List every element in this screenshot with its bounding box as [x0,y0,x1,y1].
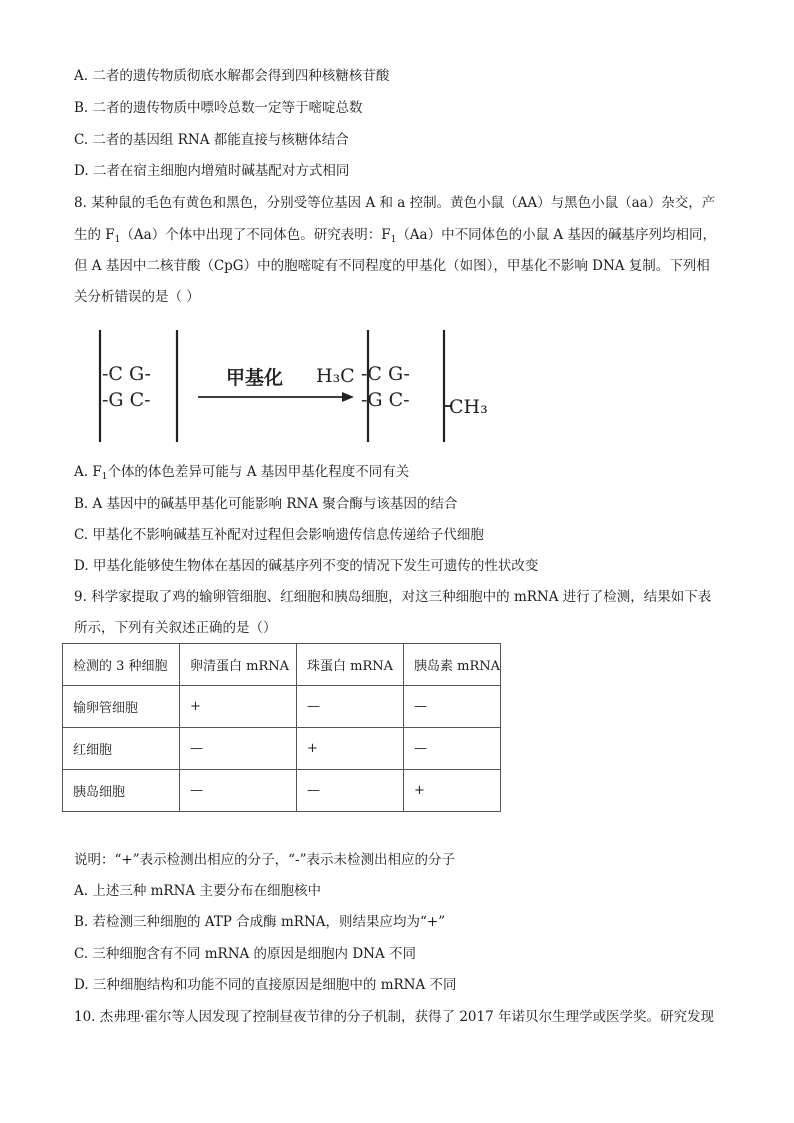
table-header: 卵清蛋白 mRNA [180,644,297,686]
q9-option-a: A. 上述三种 mRNA 主要分布在细胞核中 [74,883,321,899]
q8-option-a [74,462,409,487]
q8-stem-line2 [74,225,716,250]
q9-option-c: C. 三种细胞含有不同 mRNA 的原因是细胞内 DNA 不同 [74,946,417,962]
q7-option-a: A. 二者的遗传物质彻底水解都会得到四种核糖核苷酸 [74,68,390,84]
q8-line2-post: （Aa）个体中出现了不同体色。研究表明：F [120,227,391,243]
left-bottom-pair: -G C- [102,389,151,411]
q7-option-c: C. 二者的基因组 RNA 都能直接与核糖体结合 [74,132,349,148]
table-row [63,728,501,770]
q9-option-d: D. 三种细胞结构和功能不同的直接原因是细胞中的 mRNA 不同 [74,977,457,993]
table-cell: — [404,686,501,728]
table-cell: — [297,686,404,728]
q8-option-c: C. 甲基化不影响碱基互补配对过程但会影响遗传信息传递给子代细胞 [74,527,484,543]
table-cell: + [297,728,404,770]
table-header: 胰岛素 mRNA [404,644,501,686]
table-cell: 输卵管细胞 [63,686,180,728]
q8-stem-line3: 但 A 基因中二核苷酸（CpG）中的胞嘧啶有不同程度的甲基化（如图），甲基化不影响 DNA 复制。下列相 [74,258,710,274]
q8-option-b: B. A 基因中的碱基甲基化可能影响 RNA 聚合酶与该基因的结合 [74,496,458,512]
q9-option-b: B. 若检测三种细胞的 ATP 合成酶 mRNA，则结果应均为“+” [74,914,446,930]
q8-stem-line1: 8. 某种鼠的毛色有黄色和黑色，分别受等位基因 A 和 a 控制。黄色小鼠（AA）与黑色小鼠（aa）杂交，产 [74,195,716,211]
arrow-head [342,392,354,402]
table-cell: — [180,770,297,812]
q8-line2-end: （Aa）中不同体色的小鼠 A 基因的碱基序列均相同， [396,227,716,243]
methylation-diagram [90,322,510,447]
q8-opt-a-sub: 1 [101,472,108,482]
methyl-right: CH₃ [449,396,488,418]
q10-stem-line1: 10. 杰弗理·霍尔等人因发现了控制昼夜节律的分子机制，获得了 2017 年诺贝尔生理学或医学奖。研究发现 [74,1009,714,1025]
arrow-label: 甲基化 [226,367,284,389]
q8-line2-sub2: 1 [390,235,397,245]
q9-stem-line1: 9. 科学家提取了鸡的输卵管细胞、红细胞和胰岛细胞，对这三种细胞中的 mRNA 进行了检测，结果如下表 [74,589,712,605]
table-row [63,686,501,728]
q9-stem-line2: 所示，下列有关叙述正确的是（） [74,620,277,636]
table-cell: 胰岛细胞 [63,770,180,812]
table-cell: + [404,770,501,812]
table-cell: — [297,770,404,812]
table-cell: 红细胞 [63,728,180,770]
q7-option-d: D. 二者在宿主细胞内增殖时碱基配对方式相同 [74,163,350,179]
table-cell: + [180,686,297,728]
table-row [63,770,501,812]
table-header-row [63,644,501,686]
mrna-table [62,643,501,812]
q8-opt-a-post: 个体的体色差异可能与 A 基因甲基化程度不同有关 [107,464,410,480]
right-bottom-pair: -G C- [361,389,410,411]
q8-option-d: D. 甲基化能够使生物体在基因的碱基序列不变的情况下发生可遗传的性状改变 [74,558,539,574]
table-header: 检测的 3 种细胞 [63,644,180,686]
right-top-pair: -C G- [361,363,410,385]
q9-note: 说明：“+”表示检测出相应的分子，“-”表示未检测出相应的分子 [74,852,455,868]
q8-opt-a-pre: A. F [74,464,102,480]
table-cell: — [180,728,297,770]
table-cell: — [404,728,501,770]
q7-option-b: B. 二者的遗传物质中嘌呤总数一定等于嘧啶总数 [74,100,363,116]
methyl-left: H₃C [316,365,355,387]
table-header: 珠蛋白 mRNA [297,644,404,686]
left-top-pair: -C G- [102,363,151,385]
q8-line2-sub: 1 [114,235,121,245]
q8-line2-pre: 生的 F [74,227,115,243]
q8-stem-line4: 关分析错误的是（ ） [74,289,200,305]
